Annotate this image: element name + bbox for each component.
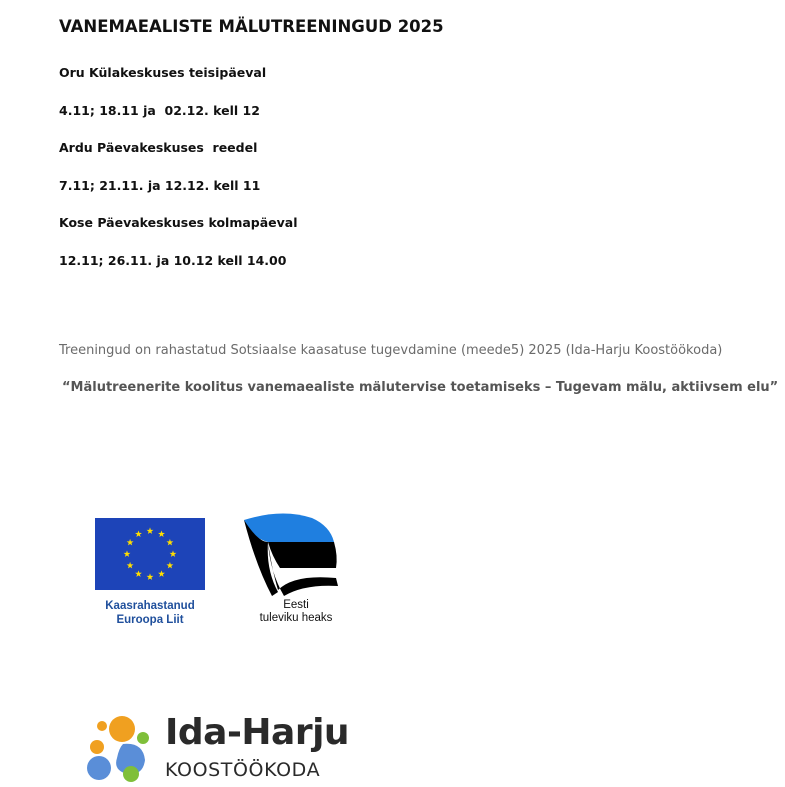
ida-harju-logo bbox=[85, 714, 365, 784]
estonia-future-logo bbox=[238, 512, 354, 625]
ida-harju-name: Ida-Harju bbox=[165, 712, 350, 753]
eu-caption-line1: Kaasrahastanud bbox=[105, 600, 195, 612]
eu-caption-line2: Euroopa Liit bbox=[116, 614, 184, 626]
funding-note: Treeningud on rahastatud Sotsiaalse kaasatuse tugevdamine (meede5) 2025 (Ida-Harju Koostöökoda) bbox=[59, 343, 723, 358]
estonia-caption bbox=[238, 599, 354, 625]
eu-caption bbox=[95, 599, 205, 627]
schedule-list bbox=[59, 64, 298, 289]
schedule-location-kose: Kose Päevakeskuses kolmapäeval bbox=[59, 215, 298, 230]
schedule-dates-oru: 4.11; 18.11 ja 02.12. kell 12 bbox=[59, 102, 260, 118]
eu-flag-icon bbox=[95, 518, 205, 590]
estonia-caption-line2: tuleviku heaks bbox=[259, 612, 333, 624]
project-title: “Mälutreenerite koolitus vanemaealiste mälutervise toetamiseks – Tugevam mälu, aktiivsem elu” bbox=[62, 380, 779, 395]
schedule-dates-kose: 12.11; 26.11. ja 10.12 kell 14.00 bbox=[59, 252, 287, 268]
page-title: VANEMAEALISTE MÄLUTREENINGUD 2025 bbox=[59, 17, 444, 36]
eu-cofunding-logo bbox=[95, 518, 207, 627]
ida-harju-subtitle: KOOSTÖÖKODA bbox=[165, 759, 321, 781]
schedule-location-oru: Oru Külakeskuses teisipäeval bbox=[59, 65, 267, 80]
schedule-dates-ardu: 7.11; 21.11. ja 12.12. kell 11 bbox=[59, 177, 261, 193]
schedule-location-ardu: Ardu Päevakeskuses reedel bbox=[59, 140, 258, 155]
estonian-flag-mark-icon bbox=[238, 512, 346, 596]
ida-harju-dots-icon bbox=[85, 714, 155, 784]
estonia-caption-line1: Eesti bbox=[283, 599, 309, 611]
